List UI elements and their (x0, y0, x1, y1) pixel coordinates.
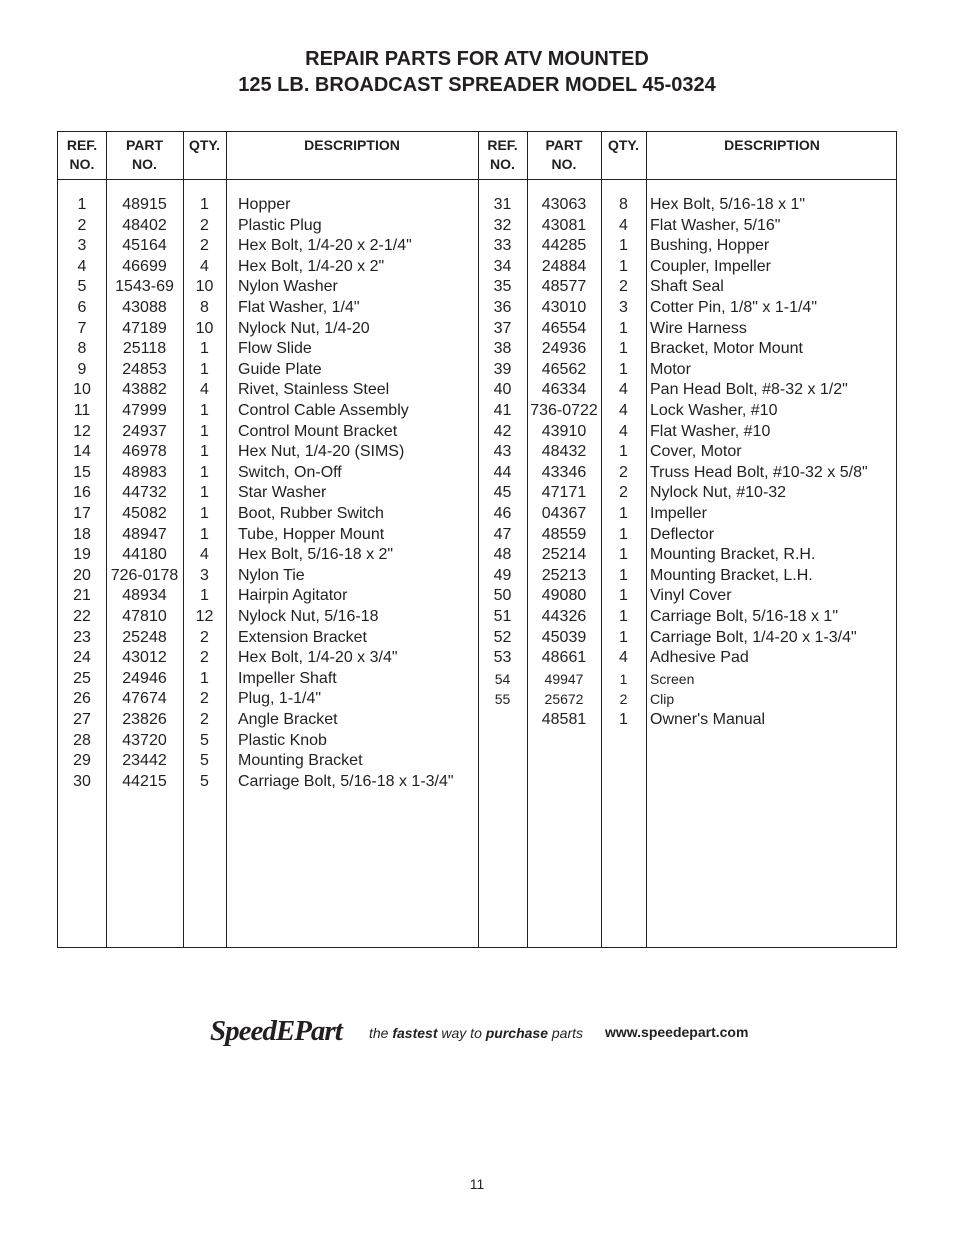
quantity: 1 (619, 360, 628, 378)
header-part-line2: NO. (132, 156, 157, 172)
quantity: 3 (619, 299, 628, 316)
quantity: 1 (200, 505, 209, 522)
description: Boot, Rubber Switch (238, 505, 384, 522)
ref-number: 50 (493, 587, 512, 605)
description: Nylon Tie (238, 566, 305, 584)
tagline-emphasis: fastest (392, 1025, 438, 1041)
description: Hex Bolt, 5/16-18 x 2" (238, 546, 394, 564)
ref-number: 53 (493, 649, 512, 667)
quantity: 8 (200, 299, 209, 316)
description: Adhesive Pad (650, 649, 749, 667)
description: Switch, On-Off (238, 463, 342, 481)
description: Mounting Bracket, R.H. (650, 546, 816, 564)
column-divider (226, 132, 227, 947)
ref-number: 40 (493, 381, 512, 399)
description: Hex Bolt, 1/4-20 x 2-1/4" (238, 237, 412, 255)
ref-number: 34 (493, 257, 512, 275)
description: Guide Plate (238, 360, 322, 378)
quantity: 3 (200, 566, 209, 584)
ref-number: 4 (77, 257, 87, 275)
ref-number: 55 (494, 691, 511, 708)
part-number: 43910 (541, 422, 587, 440)
description: Nylon Washer (238, 278, 338, 296)
ref-number: 20 (73, 566, 91, 584)
description: Mounting Bracket, L.H. (650, 566, 813, 584)
quantity: 1 (200, 422, 209, 440)
part-number: 48934 (122, 587, 167, 605)
part-number: 46554 (541, 319, 587, 337)
ref-number: 10 (73, 381, 91, 399)
description: Hairpin Agitator (238, 587, 348, 605)
quantity: 4 (200, 381, 209, 399)
ref-number: 18 (73, 525, 91, 543)
quantity: 2 (200, 649, 209, 667)
description: Pan Head Bolt, #8-32 x 1/2" (650, 381, 848, 399)
ref-number: 42 (493, 422, 512, 440)
part-number: 43012 (122, 649, 167, 667)
quantity: 1 (619, 546, 628, 564)
description: Owner's Manual (650, 711, 766, 728)
description: Impeller Shaft (238, 669, 337, 687)
quantity: 1 (619, 670, 628, 687)
quantity: 1 (200, 443, 209, 461)
quantity: 2 (619, 691, 628, 708)
quantity: 4 (619, 649, 628, 667)
description: Star Washer (238, 484, 327, 502)
quantity: 4 (619, 216, 628, 234)
part-number: 1543-69 (115, 278, 174, 296)
description: Cover, Motor (650, 443, 742, 461)
description: Coupler, Impeller (650, 257, 771, 275)
description: Plug, 1-1/4" (238, 690, 322, 708)
part-number: 43063 (541, 196, 587, 213)
description: Plastic Knob (238, 731, 327, 749)
part-number: 48581 (541, 711, 587, 728)
description: Hex Nut, 1/4-20 (SIMS) (238, 443, 405, 461)
description: Extension Bracket (238, 628, 367, 646)
ref-number: 22 (73, 608, 91, 625)
part-number: 48577 (541, 278, 587, 296)
part-number: 43081 (541, 216, 587, 234)
part-number: 25214 (541, 546, 587, 564)
quantity: 1 (200, 463, 209, 481)
part-number: 49080 (541, 587, 587, 605)
page-number: 11 (469, 1176, 485, 1192)
part-number: 43346 (541, 463, 587, 481)
quantity: 1 (200, 360, 209, 378)
ref-number: 49 (493, 566, 512, 584)
quantity: 1 (200, 669, 209, 687)
part-number: 47810 (122, 608, 167, 625)
description: Nylock Nut, 5/16-18 (238, 608, 379, 625)
part-number: 44180 (122, 546, 167, 564)
ref-number: 6 (77, 299, 87, 316)
ref-number: 5 (77, 278, 87, 296)
quantity: 4 (200, 257, 209, 275)
header-part-line1: PART (545, 137, 583, 153)
part-number: 44326 (541, 608, 587, 625)
description: Shaft Seal (650, 278, 724, 296)
quantity: 1 (200, 587, 209, 605)
description: Hopper (238, 196, 291, 213)
part-number: 48661 (541, 649, 587, 667)
quantity: 10 (195, 319, 214, 337)
quantity: 8 (619, 196, 628, 213)
quantity: 1 (619, 340, 628, 358)
header-qty: QTY. (607, 137, 640, 153)
description: Motor (650, 360, 691, 378)
description: Clip (650, 691, 675, 708)
ref-number: 14 (73, 443, 91, 461)
part-number: 44285 (541, 237, 587, 255)
ref-number: 27 (73, 711, 91, 728)
parts-table (57, 131, 897, 948)
quantity: 1 (619, 628, 628, 646)
quantity: 5 (200, 752, 209, 770)
part-number: 48432 (541, 443, 587, 461)
quantity: 2 (619, 278, 628, 296)
page-title-line2: 125 LB. BROADCAST SPREADER MODEL 45-0324 (238, 74, 716, 96)
header-ref (478, 136, 527, 174)
quantity: 4 (200, 546, 209, 564)
part-number: 49947 (544, 670, 584, 687)
quantity: 2 (619, 484, 628, 502)
tagline (369, 1025, 583, 1041)
ref-number: 32 (493, 216, 512, 234)
tagline-emphasis: purchase (485, 1025, 548, 1041)
part-number: 24946 (122, 669, 167, 687)
description: Screen (650, 670, 695, 687)
ref-number: 3 (77, 237, 87, 255)
part-number: 43088 (122, 299, 167, 316)
quantity: 1 (619, 237, 628, 255)
ref-number: 31 (493, 196, 512, 213)
part-number: 45164 (122, 237, 167, 255)
part-number: 48402 (122, 216, 167, 234)
part-number: 46699 (122, 257, 167, 275)
header-part (527, 136, 601, 174)
part-number: 46334 (541, 381, 587, 399)
description: Bracket, Motor Mount (650, 340, 803, 358)
description: Flow Slide (238, 340, 312, 358)
header-description: DESCRIPTION (724, 137, 820, 153)
website-url[interactable]: www.speedepart.com (605, 1024, 749, 1040)
ref-number: 44 (493, 463, 512, 481)
ref-number: 51 (493, 608, 512, 625)
quantity: 1 (619, 525, 628, 543)
part-number: 47674 (122, 690, 167, 708)
description: Wire Harness (650, 319, 747, 337)
description: Hex Bolt, 1/4-20 x 2" (238, 257, 385, 275)
description: Hex Bolt, 5/16-18 x 1" (650, 196, 806, 213)
header-ref-line2: NO. (490, 156, 515, 172)
description: Cotter Pin, 1/8" x 1-1/4" (650, 299, 817, 316)
quantity: 5 (200, 772, 209, 790)
quantity: 10 (195, 278, 214, 296)
ref-number: 54 (494, 670, 511, 687)
part-number: 46978 (122, 443, 167, 461)
part-number: 48947 (122, 525, 167, 543)
tagline-part: way to (437, 1025, 486, 1041)
description: Carriage Bolt, 5/16-18 x 1" (650, 608, 838, 625)
description: Impeller (650, 505, 707, 522)
quantity: 1 (619, 505, 628, 522)
description: Control Cable Assembly (238, 402, 409, 419)
part-number: 24853 (122, 360, 167, 378)
ref-number: 17 (73, 505, 91, 522)
ref-number: 46 (493, 505, 512, 522)
part-number: 44215 (122, 772, 167, 790)
description: Tube, Hopper Mount (238, 525, 385, 543)
quantity: 2 (619, 463, 628, 481)
part-number: 24937 (122, 422, 167, 440)
page-title-line1: REPAIR PARTS FOR ATV MOUNTED (305, 48, 649, 70)
description: Nylock Nut, 1/4-20 (238, 319, 370, 337)
header-ref-line2: NO. (69, 156, 95, 172)
quantity: 4 (619, 402, 628, 419)
ref-number: 36 (493, 299, 512, 316)
ref-number: 12 (73, 422, 91, 440)
ref-number: 23 (73, 628, 91, 646)
part-number: 44732 (122, 484, 167, 502)
description: Hex Bolt, 1/4-20 x 3/4" (238, 649, 398, 667)
header-ref-line1: REF. (487, 137, 518, 153)
quantity: 1 (619, 566, 628, 584)
header-qty: QTY. (188, 137, 221, 153)
part-number: 48915 (122, 196, 167, 213)
ref-number: 39 (493, 360, 512, 378)
description: Vinyl Cover (650, 587, 732, 605)
quantity: 1 (619, 711, 628, 728)
part-number: 43720 (122, 731, 167, 749)
ref-number: 48 (493, 546, 512, 564)
description: Flat Washer, 5/16" (650, 216, 781, 234)
ref-number: 47 (493, 525, 512, 543)
description: Flat Washer, 1/4" (238, 299, 360, 316)
description: Rivet, Stainless Steel (238, 381, 390, 399)
ref-number: 52 (493, 628, 512, 646)
part-number: 23826 (122, 711, 167, 728)
ref-number: 35 (493, 278, 512, 296)
ref-number: 9 (77, 360, 87, 378)
ref-number: 33 (493, 237, 512, 255)
ref-number: 41 (493, 402, 512, 419)
tagline-part: parts (548, 1025, 584, 1041)
description: Truss Head Bolt, #10-32 x 5/8" (650, 463, 868, 481)
column-divider (646, 132, 647, 947)
quantity: 1 (200, 340, 209, 358)
part-number: 43010 (541, 299, 587, 316)
description: Angle Bracket (238, 711, 338, 728)
speedepart-logo: SpeedEPart (210, 1015, 342, 1047)
quantity: 1 (200, 196, 209, 213)
header-description: DESCRIPTION (304, 137, 400, 153)
ref-number: 37 (493, 319, 512, 337)
ref-number: 21 (73, 587, 91, 605)
header-ref (58, 136, 106, 174)
ref-number: 28 (73, 731, 91, 749)
description: Control Mount Bracket (238, 422, 398, 440)
part-number: 47999 (122, 402, 167, 419)
quantity: 2 (200, 690, 209, 708)
description: Lock Washer, #10 (650, 402, 778, 419)
quantity: 1 (200, 484, 209, 502)
quantity: 12 (195, 608, 214, 625)
ref-number: 30 (73, 772, 91, 790)
description: Carriage Bolt, 5/16-18 x 1-3/4" (238, 772, 454, 790)
quantity: 1 (619, 443, 628, 461)
quantity: 1 (619, 319, 628, 337)
part-number: 726-0178 (110, 566, 179, 584)
ref-number: 2 (77, 216, 87, 234)
ref-number: 15 (73, 463, 91, 481)
header-part (106, 136, 183, 174)
description: Flat Washer, #10 (650, 422, 771, 440)
ref-number: 24 (73, 649, 91, 667)
quantity: 2 (200, 711, 209, 728)
ref-number: 19 (73, 546, 91, 564)
header-part-line2: NO. (551, 156, 577, 172)
description: Bushing, Hopper (650, 237, 770, 255)
part-number: 25118 (122, 340, 167, 358)
part-number: 25213 (541, 566, 587, 584)
description: Deflector (650, 525, 715, 543)
part-number: 48983 (122, 463, 167, 481)
part-number: 43882 (122, 381, 167, 399)
ref-number: 29 (73, 752, 91, 770)
ref-number: 26 (73, 690, 91, 708)
ref-number: 7 (77, 319, 87, 337)
ref-number: 38 (493, 340, 512, 358)
quantity: 2 (200, 628, 209, 646)
part-number: 47171 (541, 484, 587, 502)
quantity: 4 (619, 422, 628, 440)
description: Nylock Nut, #10-32 (650, 484, 787, 502)
quantity: 1 (200, 525, 209, 543)
quantity: 5 (200, 731, 209, 749)
ref-number: 11 (73, 402, 91, 419)
part-number: 24884 (541, 257, 587, 275)
description: Mounting Bracket (238, 752, 363, 770)
part-number: 48559 (541, 525, 587, 543)
ref-number: 16 (73, 484, 91, 502)
header-ref-line1: REF. (66, 137, 98, 153)
part-number: 736-0722 (530, 402, 598, 419)
quantity: 1 (619, 608, 628, 625)
part-number: 24936 (541, 340, 587, 358)
ref-number: 43 (493, 443, 512, 461)
part-number: 25248 (122, 628, 167, 646)
ref-number: 1 (77, 196, 87, 213)
part-number: 45082 (122, 505, 167, 522)
quantity: 1 (619, 587, 628, 605)
part-number: 46562 (541, 360, 587, 378)
part-number: 23442 (122, 752, 167, 770)
tagline-part: the (369, 1025, 393, 1041)
part-number: 25672 (544, 691, 584, 708)
quantity: 1 (200, 402, 209, 419)
quantity: 1 (619, 257, 628, 275)
description: Plastic Plug (238, 216, 322, 234)
description: Carriage Bolt, 1/4-20 x 1-3/4" (650, 628, 857, 646)
part-number: 47189 (122, 319, 167, 337)
part-number: 04367 (541, 505, 587, 522)
ref-number: 45 (493, 484, 512, 502)
ref-number: 25 (73, 669, 91, 687)
header-part-line1: PART (125, 137, 164, 153)
quantity: 4 (619, 381, 628, 399)
part-number: 45039 (541, 628, 587, 646)
quantity: 2 (200, 216, 209, 234)
quantity: 2 (200, 237, 209, 255)
ref-number: 8 (77, 340, 87, 358)
